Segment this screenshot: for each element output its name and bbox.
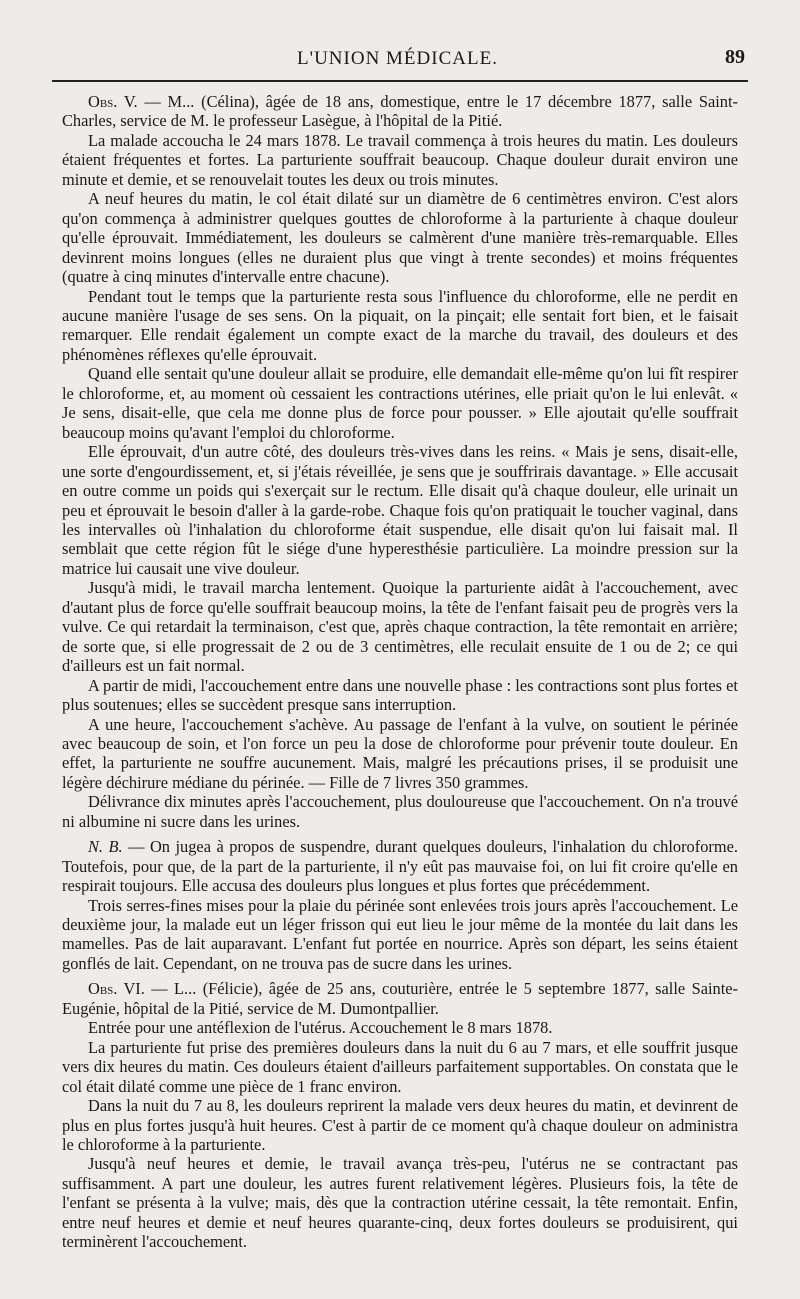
paragraph	[62, 792, 738, 831]
paragraph-text: A partir de midi, l'accouchement entre dans une nouvelle phase : les contractions sont plus fortes et plus soutenues; elles se succèdent presque sans interruption.	[62, 675, 738, 715]
paragraph	[62, 189, 738, 286]
page-number: 89	[725, 46, 745, 68]
paragraph-text: Trois serres-fines mises pour la plaie du périnée sont enlevées trois jours après l'accouchement. Le deuxième jour, la malade eut un léger frisson qui eut lieu le jour même de la montée du lait dans les mamelles. Pas de lait auparavant. L'enfant fut portée en nourrice. Après son départ, les seins étaient gonflés de lait. Cependant, on ne trouva pas de sucre dans les urines.	[62, 895, 738, 973]
paragraph-text: A neuf heures du matin, le col était dilaté sur un diamètre de 6 centimètres environ. C'est alors qu'on commença à administrer quelques gouttes de chloroforme à la parturiente à chaque douleur qu'elle éprouvait. Immédiatement, les douleurs se calmèrent d'une manière très-remarquable. Elles devinrent moins longues (elles ne duraient plus que vingt à trente secondes) et moins fréquentes (quatre à cinq minutes d'intervalle entre chacune).	[62, 189, 738, 287]
paragraph	[62, 1018, 738, 1037]
paragraph-text: — L... (Félicie), âgée de 25 ans, couturière, entrée le 5 septembre 1877, salle Sainte-Eugénie, hôpital de la Pitié, service de M. Dumontpallier.	[62, 979, 738, 1018]
paragraph-text: Pendant tout le temps que la parturiente resta sous l'influence du chloroforme, elle ne perdit en aucune manière l'usage de ses sens. On la piquait, on la pinçait; elle sentait fort bien, et le faisait remarquer. Elle rendait également un compte exact de la marche du travail, des douleurs et des phénomènes réflexes qu'elle éprouvait.	[62, 286, 738, 364]
paragraph-text: — M... (Célina), âgée de 18 ans, domestique, entre le 17 décembre 1877, salle Saint-Charles, service de M. le professeur Lasègue, à l'hôpital de la Pitié.	[62, 92, 738, 131]
paragraph-text: Quand elle sentait qu'une douleur allait se produire, elle demandait elle-même qu'on lui fît respirer le chloroforme, et, au moment où cessaient les contractions utérines, elle priait qu'on le lui enlevât. « Je sens, disait-elle, que cela me donne plus de force pour pousser. » Elle ajoutait qu'elle souffrait beaucoup moins qu'avant l'emploi du chloroforme.	[62, 364, 738, 442]
running-head	[50, 44, 745, 78]
paragraph	[62, 131, 738, 189]
paragraph	[62, 442, 738, 578]
nota-bene-label: N. B.	[88, 837, 123, 857]
paragraph-text: Entrée pour une antéflexion de l'utérus. Accouchement le 8 mars 1878.	[88, 1018, 553, 1038]
paragraph	[62, 715, 738, 793]
paragraph-obs-vi-intro	[62, 979, 738, 1018]
paragraph	[62, 676, 738, 715]
paragraph-text: Délivrance dix minutes après l'accouchement, plus douloureuse que l'accouchement. On n'a trouvé ni albumine ni sucre dans les urines.	[62, 792, 738, 831]
paragraph-text: A une heure, l'accouchement s'achève. Au passage de l'enfant à la vulve, on soutient le périnée avec beaucoup de soin, et l'on force un peu la dose de chloroforme pour prévenir toute douleur. En effet, la parturiente ne souffre aucunement. Mais, malgré les précautions prises, il se produisit une légère déchirure médiane du périnée. — Fille de 7 livres 350 grammes.	[62, 714, 738, 792]
paragraph	[62, 1038, 738, 1096]
paragraph	[62, 1154, 738, 1251]
paragraph	[62, 287, 738, 365]
paragraph-obs-v-intro	[62, 92, 738, 131]
paragraph-text: Elle éprouvait, d'un autre côté, des douleurs très-vives dans les reins. « Mais je sens, disait-elle, une sorte d'engourdissement, et, si j'étais réveillée, je sens que je souffrirais davantage. » Elle accusait en outre comme un poids qui s'exerçait sur le rectum. Elle disait qu'à chaque douleur, elle urinait un peu et éprouvait le besoin d'aller à la garde-robe. Chaque fois qu'on pratiquait le toucher vaginal, dans les intervalles où l'inhalation du chloroforme était suspendue, elle disait qu'on lui faisait mal. Il semblait que cette région fût le siége d'une hyperesthésie particulière. La moindre pression sur la matrice lui causait une vive douleur.	[62, 442, 738, 578]
paragraph-text: Jusqu'à midi, le travail marcha lentement. Quoique la parturiente aidât à l'accouchement, avec d'autant plus de force qu'elle souffrait beaucoup moins, la tête de l'enfant faisait peu de progrès vers la vulve. Ce qui retardait la terminaison, c'est que, après chaque contraction, la tête remontait en arrière; de sorte que, si elle progressait de 2 ou de 3 centimètres, elle reculait ensuite de 1 ou de 2; ce qui d'ailleurs est un fait normal.	[62, 578, 738, 676]
paragraph-text: La parturiente fut prise des premières douleurs dans la nuit du 6 au 7 mars, et elle souffrit jusque vers dix heures du matin. Ces douleurs étaient d'ailleurs parfaitement supportables. On constata que le col était dilaté comme une pièce de 1 franc environ.	[62, 1037, 738, 1096]
observation-label: Obs. VI.	[88, 979, 145, 999]
paragraph	[62, 1096, 738, 1154]
paragraph-text: Dans la nuit du 7 au 8, les douleurs reprirent la malade vers deux heures du matin, et devinrent de plus en plus fortes jusqu'à huit heures. C'est à partir de ce moment qu'à chaque douleur on administra le chloroforme à la parturiente.	[62, 1096, 738, 1155]
journal-title: L'UNION MÉDICALE.	[297, 48, 498, 69]
paragraph-nota-bene	[62, 837, 738, 895]
observation-label: Obs. V.	[88, 92, 138, 111]
paragraph	[62, 364, 738, 442]
article-body	[62, 92, 738, 1252]
paragraph-text: Jusqu'à neuf heures et demie, le travail avança très-peu, l'utérus ne se contractant pas suffisamment. A part une douleur, les autres furent relativement légères. Plusieurs fois, la tête de l'enfant se présenta à la vulve; mais, dès que la contraction utérine cessait, la tête remontait. Enfin, entre neuf heures et demie et neuf heures quarante-cinq, deux fortes douleurs se produisirent, qui terminèrent l'accouchement.	[62, 1154, 738, 1252]
paragraph-text: — On jugea à propos de suspendre, durant quelques douleurs, l'inhalation du chloroforme. Toutefois, pour que, de la part de la parturiente, il n'y eût pas mauvaise foi, on lui fit croire qu'elle en respirait toujours. Elle accusa des douleurs plus longues et plus fortes que précédemment.	[62, 837, 738, 896]
paragraph-text: La malade accoucha le 24 mars 1878. Le travail commença à trois heures du matin. Les douleurs étaient fréquentes et fortes. La parturiente souffrait beaucoup. Chaque douleur durait environ une minute et demie, et se renouvelait toutes les deux ou trois minutes.	[62, 130, 738, 189]
header-rule	[52, 80, 748, 82]
paragraph	[62, 896, 738, 974]
paragraph	[62, 578, 738, 675]
